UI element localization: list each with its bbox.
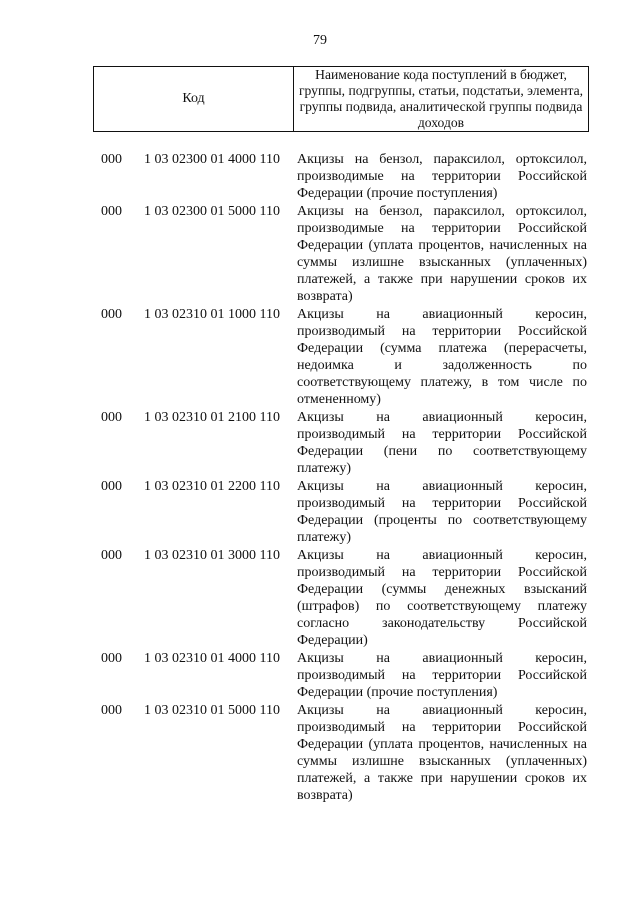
- row-admin-code: 000: [101, 410, 122, 425]
- table-row: [0, 650, 640, 701]
- table-row: [0, 409, 640, 477]
- row-admin-code: 000: [101, 152, 122, 167]
- table-row: [0, 306, 640, 408]
- table-row: [0, 203, 640, 305]
- row-admin-code: 000: [101, 651, 122, 666]
- row-revenue-code: 1 03 02310 01 2100 110: [144, 410, 280, 425]
- table-row: [0, 478, 640, 546]
- row-revenue-code: 1 03 02310 01 3000 110: [144, 548, 280, 563]
- row-admin-code: 000: [101, 307, 122, 322]
- row-revenue-code: 1 03 02310 01 1000 110: [144, 307, 280, 322]
- table-row: [0, 702, 640, 804]
- row-description: Акцизы на авиационный керосин, производимый на территории Российской Федерации (прочие поступления): [297, 651, 587, 700]
- row-description: Акцизы на авиационный керосин, производимый на территории Российской Федерации (сумма платежа (перерасчеты, недоимка и задолженность по соответствующему платежу, в том числе по отмененному): [297, 307, 587, 407]
- row-description: Акцизы на бензол, параксилол, ортоксилол, производимые на территории Российской Федерации (уплата процентов, начисленных на суммы излишне взысканных (уплаченных) платежей, а также при нарушении сроков их возврата): [297, 204, 587, 304]
- row-revenue-code: 1 03 02310 01 5000 110: [144, 703, 280, 718]
- row-admin-code: 000: [101, 204, 122, 219]
- row-revenue-code: 1 03 02310 01 4000 110: [144, 651, 280, 666]
- row-admin-code: 000: [101, 548, 122, 563]
- table-row: [0, 151, 640, 202]
- row-revenue-code: 1 03 02300 01 4000 110: [144, 152, 280, 167]
- table-header: [93, 66, 589, 132]
- table-row: [0, 547, 640, 649]
- row-description: Акцизы на авиационный керосин, производимый на территории Российской Федерации (пени по соответствующему платежу): [297, 410, 587, 476]
- header-code-cell: Код: [94, 67, 294, 131]
- row-revenue-code: 1 03 02310 01 2200 110: [144, 479, 280, 494]
- row-admin-code: 000: [101, 703, 122, 718]
- row-description: Акцизы на авиационный керосин, производимый на территории Российской Федерации (суммы денежных взысканий (штрафов) по соответствующему платежу согласно законодательству Российской Федерации): [297, 548, 587, 648]
- row-description: Акцизы на бензол, параксилол, ортоксилол, производимые на территории Российской Федерации (прочие поступления): [297, 152, 587, 201]
- row-description: Акцизы на авиационный керосин, производимый на территории Российской Федерации (уплата процентов, начисленных на суммы излишне взысканных (уплаченных) платежей, а также при нарушении сроков их возврата): [297, 703, 587, 803]
- row-revenue-code: 1 03 02300 01 5000 110: [144, 204, 280, 219]
- revenue-code-list: [0, 151, 640, 805]
- row-description: Акцизы на авиационный керосин, производимый на территории Российской Федерации (проценты по соответствующему платежу): [297, 479, 587, 545]
- header-name-cell: Наименование кода поступлений в бюджет, группы, подгруппы, статьи, подстатьи, элемента, группы подвида, аналитической группы подвида доходов: [298, 67, 584, 130]
- row-admin-code: 000: [101, 479, 122, 494]
- page-number: 79: [313, 33, 327, 48]
